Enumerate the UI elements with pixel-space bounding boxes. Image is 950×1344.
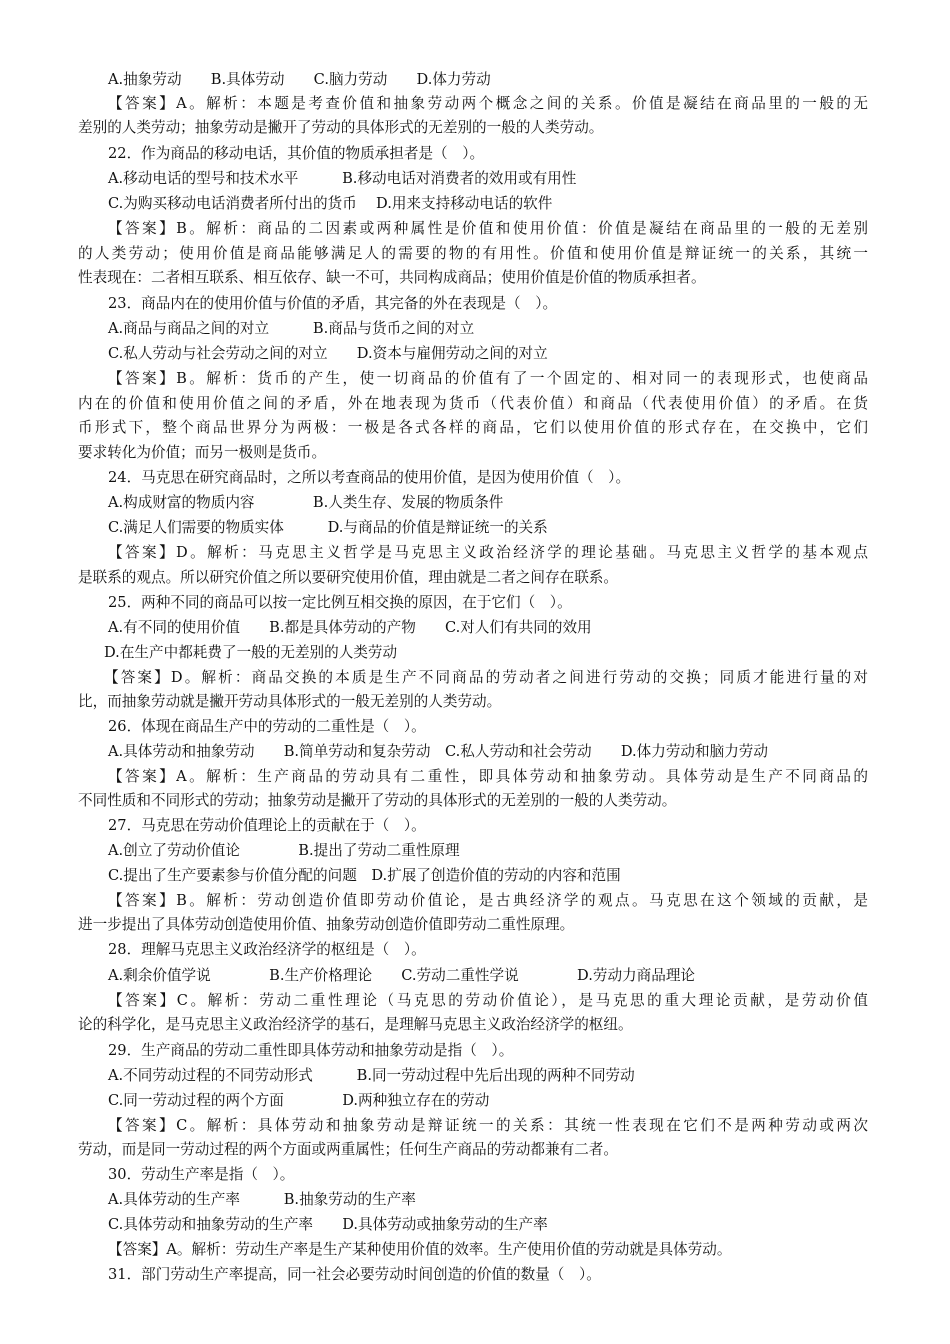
question-25: 25．两种不同的商品可以按一定比例互相交换的原因，在于它们（ ）。 bbox=[108, 594, 572, 611]
options-q23-row-1: A.商品与商品之间的对立 B.商品与货币之间的对立 bbox=[108, 320, 475, 337]
answer-q26-line-1: 【答案】A。解析：生产商品的劳动具有二重性，即具体劳动和抽象劳动。具体劳动是生产不同商品的 bbox=[108, 768, 868, 785]
answer-q24-line-2: 是联系的观点。所以研究价值之所以要研究使用价值，理由就是二者之间存在联系。 bbox=[78, 569, 618, 586]
answer-q22-line-1: 【答案】B。解析：商品的二因素或两种属性是价值和使用价值：价值是凝结在商品里的一般的无差别 bbox=[108, 220, 868, 237]
answer-q23-line-2: 内在的价值和使用价值之间的矛盾，外在地表现为货币（代表价值）和商品（代表使用价值）的矛盾。在货 bbox=[78, 395, 868, 412]
answer-q22-line-2: 的人类劳动；使用价值是商品能够满足人的需要的物的有用性。价值和使用价值是辩证统一的关系，其统一 bbox=[78, 245, 868, 262]
options-q26: A.具体劳动和抽象劳动 B.简单劳动和复杂劳动 C.私人劳动和社会劳动 D.体力劳动和脑力劳动 bbox=[108, 743, 768, 760]
options-q25-row-1: A.有不同的使用价值 B.都是具体劳动的产物 C.对人们有共同的效用 bbox=[108, 619, 592, 636]
options-q27-row-2: C.提出了生产要素参与价值分配的问题 D.扩展了创造价值的劳动的内容和范围 bbox=[108, 867, 621, 884]
question-23: 23．商品内在的使用价值与价值的矛盾，其完备的外在表现是（ ）。 bbox=[108, 295, 558, 312]
answer-q21-line-1: 【答案】A。解析：本题是考查价值和抽象劳动两个概念之间的关系。价值是凝结在商品里的一般的无 bbox=[108, 95, 868, 112]
options-q30-row-2: C.具体劳动和抽象劳动的生产率 D.具体劳动或抽象劳动的生产率 bbox=[108, 1216, 548, 1233]
options-q22-row-2: C.为购买移动电话消费者所付出的货币 D.用来支持移动电话的软件 bbox=[108, 195, 553, 212]
answer-q27-line-2: 进一步提出了具体劳动创造使用价值、抽象劳动创造价值即劳动二重性原理。 bbox=[78, 916, 575, 933]
answer-q27-line-1: 【答案】B。解析：劳动创造价值即劳动价值论，是古典经济学的观点。马克思在这个领域的贡献，是 bbox=[108, 892, 868, 909]
answer-q25-line-1: 【答案】D。解析：商品交换的本质是生产不同商品的劳动者之间进行劳动的交换；同质才能进行量的对 bbox=[104, 669, 868, 686]
answer-q28-line-2: 论的科学化，是马克思主义政治经济学的基石，是理解马克思主义政治经济学的枢纽。 bbox=[78, 1016, 633, 1033]
answer-q23-line-3: 币形式下，整个商品世界分为两极：一极是各式各样的商品，它们以使用价值的形式存在，在交换中，它们 bbox=[78, 419, 868, 436]
options-q29-row-1: A.不同劳动过程的不同劳动形式 B.同一劳动过程中先后出现的两种不同劳动 bbox=[108, 1067, 635, 1084]
answer-q21-line-2: 差别的人类劳动；抽象劳动是撇开了劳动的具体形式的无差别的一般的人类劳动。 bbox=[78, 119, 604, 136]
options-q21: A.抽象劳动 B.具体劳动 C.脑力劳动 D.体力劳动 bbox=[108, 71, 491, 88]
answer-q23-line-1: 【答案】B。解析：货币的产生，使一切商品的价值有了一个固定的、相对同一的表现形式，也使商品 bbox=[108, 370, 868, 387]
options-q23-row-2: C.私人劳动与社会劳动之间的对立 D.资本与雇佣劳动之间的对立 bbox=[108, 345, 548, 362]
answer-q24-line-1: 【答案】D。解析：马克思主义哲学是马克思主义政治经济学的理论基础。马克思主义哲学的基本观点 bbox=[108, 544, 868, 561]
options-q27-row-1: A.创立了劳动价值论 B.提出了劳动二重性原理 bbox=[108, 842, 460, 859]
question-22: 22．作为商品的移动电话，其价值的物质承担者是（ ）。 bbox=[108, 145, 485, 162]
options-q22-row-1: A.移动电话的型号和技术水平 B.移动电话对消费者的效用或有用性 bbox=[108, 170, 577, 187]
options-q30-row-1: A.具体劳动的生产率 B.抽象劳动的生产率 bbox=[108, 1191, 416, 1208]
options-q28: A.剩余价值学说 B.生产价格理论 C.劳动二重性学说 D.劳动力商品理论 bbox=[108, 967, 696, 984]
options-q24-row-1: A.构成财富的物质内容 B.人类生存、发展的物质条件 bbox=[108, 494, 504, 511]
options-q25-row-2: D.在生产中都耗费了一般的无差别的人类劳动 bbox=[104, 644, 398, 661]
answer-q23-line-4: 要求转化为价值；而另一极则是货币。 bbox=[78, 444, 327, 461]
answer-q29-line-2: 劳动，而是同一劳动过程的两个方面或两重属性；任何生产商品的劳动都兼有二者。 bbox=[78, 1141, 618, 1158]
question-28: 28．理解马克思主义政治经济学的枢纽是（ ）。 bbox=[108, 941, 426, 958]
answer-q28-line-1: 【答案】C。解析：劳动二重性理论（马克思的劳动价值论），是马克思的重大理论贡献，是劳动价值 bbox=[108, 992, 868, 1009]
question-24: 24．马克思在研究商品时，之所以考查商品的使用价值，是因为使用价值（ ）。 bbox=[108, 469, 631, 486]
answer-q30: 【答案】A。解析：劳动生产率是生产某种使用价值的效率。生产使用价值的劳动就是具体劳动。 bbox=[108, 1241, 732, 1258]
answer-q25-line-2: 比，而抽象劳动就是撇开劳动具体形式的一般无差别的人类劳动。 bbox=[78, 693, 502, 710]
question-30: 30．劳动生产率是指（ ）。 bbox=[108, 1166, 295, 1183]
answer-q29-line-1: 【答案】C。解析：具体劳动和抽象劳动是辩证统一的关系：其统一性表现在它们不是两种劳动或两次 bbox=[108, 1117, 868, 1134]
question-26: 26．体现在商品生产中的劳动的二重性是（ ）。 bbox=[108, 718, 426, 735]
options-q24-row-2: C.满足人们需要的物质实体 D.与商品的价值是辩证统一的关系 bbox=[108, 519, 548, 536]
answer-q22-line-3: 性表现在：二者相互联系、相互依存、缺一不可，共同构成商品；使用价值是价值的物质承担者。 bbox=[78, 269, 706, 286]
answer-q26-line-2: 不同性质和不同形式的劳动；抽象劳动是撇开了劳动的具体形式的无差别的一般的人类劳动。 bbox=[78, 792, 677, 809]
question-31: 31．部门劳动生产率提高，同一社会必要劳动时间创造的价值的数量（ ）。 bbox=[108, 1266, 601, 1283]
question-27: 27．马克思在劳动价值理论上的贡献在于（ ）。 bbox=[108, 817, 426, 834]
options-q29-row-2: C.同一劳动过程的两个方面 D.两种独立存在的劳动 bbox=[108, 1092, 490, 1109]
question-29: 29．生产商品的劳动二重性即具体劳动和抽象劳动是指（ ）。 bbox=[108, 1042, 514, 1059]
